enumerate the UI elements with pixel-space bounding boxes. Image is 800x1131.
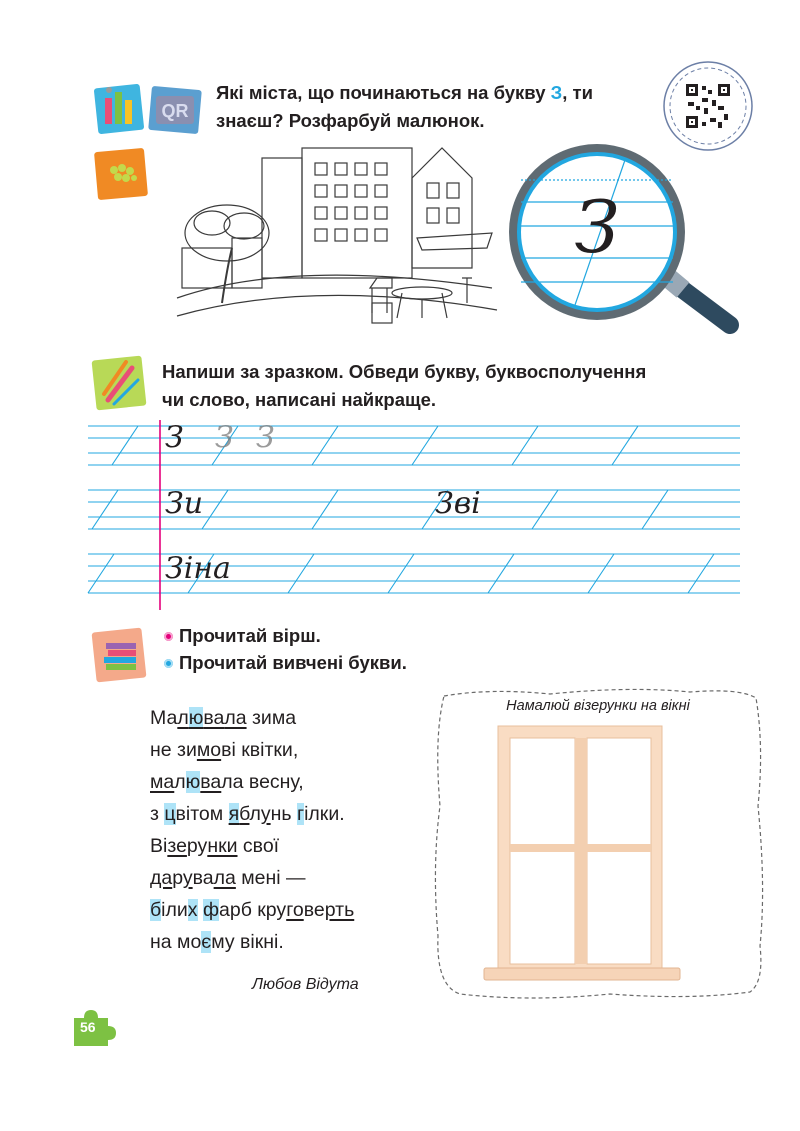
copy-row-2-item-2: Зві — [435, 486, 481, 521]
task1-text-before: Які міста, що починаються на букву — [216, 82, 551, 103]
beads-icon — [92, 144, 152, 204]
task2-line1: Напиши за зразком. Обведи букву, буквосполучення — [162, 361, 647, 382]
task1-question — [216, 79, 656, 135]
task1-text-after: , ти — [562, 82, 593, 103]
page-number: 56 — [80, 1019, 96, 1035]
poem-line-1: Малювала зима — [150, 707, 297, 729]
window-caption: Намалюй візерунки на вікні — [506, 698, 690, 714]
copy-row-1-item-1: З — [165, 420, 184, 455]
poem-line-2: не зимові квітки, — [150, 739, 299, 761]
poem-line-5: Візерунки свої — [150, 835, 280, 857]
poem — [150, 702, 430, 958]
copy-row-1-item-3: З — [256, 420, 275, 455]
window-drawing-frame[interactable] — [430, 686, 766, 1002]
task1-letter: З — [550, 82, 563, 103]
bullet-dot-pink — [164, 632, 173, 641]
pencils-icon — [88, 350, 154, 414]
poem-line-8: на моєму вікні. — [150, 931, 284, 953]
poem-line-7: білих фарб круговерть — [150, 899, 355, 921]
task1-line2: знаєш? Розфарбуй малюнок. — [216, 110, 485, 131]
bullet-dot-blue — [164, 659, 173, 668]
copy-row-2-item-1: Зи — [165, 486, 204, 521]
poem-line-6: дарувала мені — — [150, 867, 306, 889]
poem-line-4: з цвітом яблунь гілки. — [150, 803, 345, 825]
magnifier-icon — [505, 140, 745, 340]
magnifier-letter-sample: З — [574, 185, 620, 269]
poem-line-3: малювала весну, — [150, 771, 304, 793]
task3-bullet-1: Прочитай вірш. — [164, 622, 484, 649]
task2-line2: чи слово, написані найкраще. — [162, 389, 437, 410]
task3-instructions — [164, 622, 484, 676]
task2-instruction — [162, 358, 742, 414]
books-icon — [88, 624, 154, 688]
street-coloring-picture — [172, 138, 502, 338]
paint-tools-icon — [92, 78, 150, 138]
poem-author: Любов Відута — [252, 976, 359, 993]
copy-row-1-item-2: З — [215, 420, 234, 455]
task3-bullet-2: Прочитай вивчені букви. — [164, 649, 484, 676]
qr-badge-text: QR — [161, 101, 189, 121]
qr-icon — [146, 82, 206, 138]
copy-row-3-item-1: Зіна — [165, 551, 231, 586]
